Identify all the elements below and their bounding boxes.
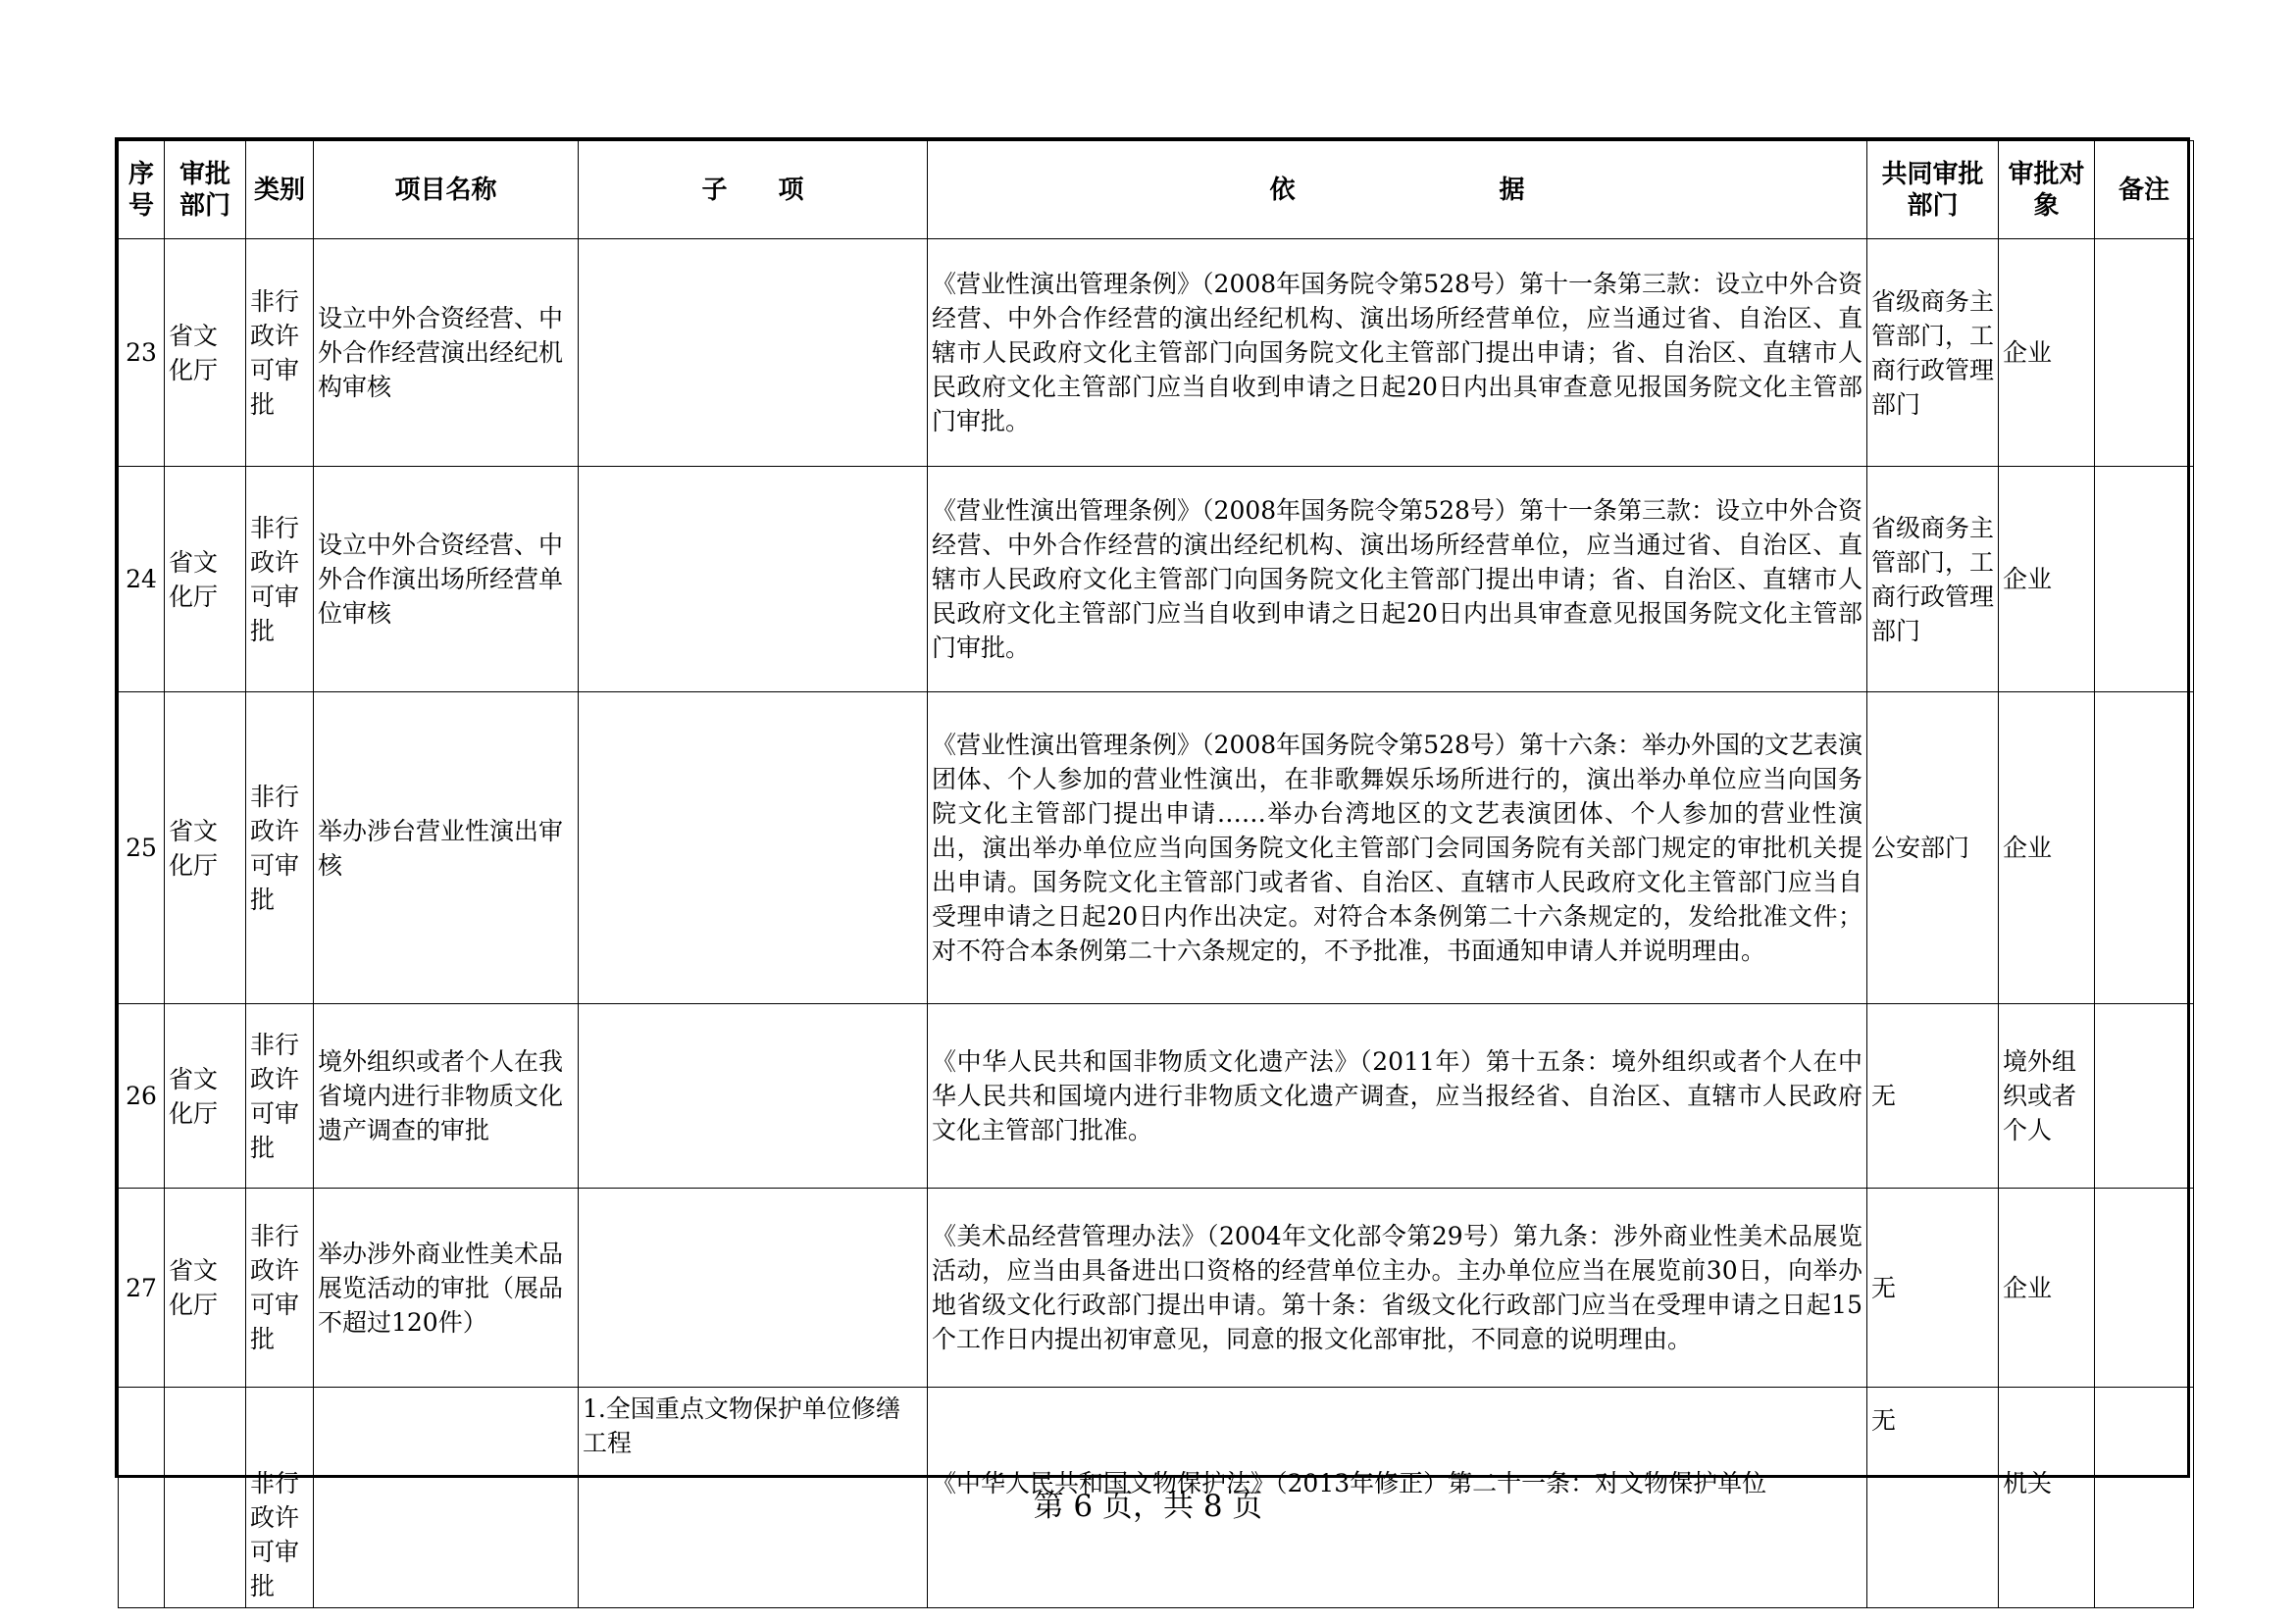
row-sub: 1.全国重点文物保护单位修缮工程: [579, 1388, 928, 1608]
row-type: 非行政许可审批: [246, 1004, 314, 1189]
row-target: 企业: [1999, 467, 2095, 692]
header-type: 类别: [246, 141, 314, 239]
row-sub: [579, 692, 928, 1004]
row-remark: [2095, 1189, 2194, 1388]
row-basis: 《美术品经营管理办法》（2004年文化部令第29号）第九条：涉外商业性美术品展览活动，应当由具备进出口资格的经营单位主办。主办单位应当在展览前30日，向举办地省级文化行政部门提出申请。第十条：省级文化行政部门应当在受理申请之日起15个工作日内提出初审意见，同意的报文化部审批，不同意的说明理由。: [928, 1189, 1867, 1388]
header-row: [119, 141, 2194, 239]
row-seq: 25: [119, 692, 165, 1004]
row-basis: 《营业性演出管理条例》（2008年国务院令第528号）第十六条：举办外国的文艺表演团体、个人参加的营业性演出，在非歌舞娱乐场所进行的，演出举办单位应当向国务院文化主管部门提出申请……举办台湾地区的文艺表演团体、个人参加的营业性演出，演出举办单位应当向国务院文化主管部门会同国务院有关部门规定的审批机关提出申请。国务院文化主管部门或者省、自治区、直辖市人民政府文化主管部门应当自受理申请之日起20日内作出决定。对符合本条例第二十六条规定的，发给批准文件；对不符合本条例第二十六条规定的，不予批准，书面通知申请人并说明理由。: [928, 692, 1867, 1004]
row-sub: [579, 239, 928, 467]
approval-table: [118, 140, 2194, 1608]
row-target: 企业: [1999, 239, 2095, 467]
row-type: 非行政许可审批: [246, 1189, 314, 1388]
row-remark: [2095, 467, 2194, 692]
table-row: [119, 467, 2194, 692]
row-co-dept: 无: [1867, 1189, 1999, 1388]
row-co-dept: 无: [1867, 1004, 1999, 1189]
row-sub: [579, 1004, 928, 1189]
header-dept: 审批部门: [165, 141, 246, 239]
row-seq: 23: [119, 239, 165, 467]
row-basis: 《营业性演出管理条例》（2008年国务院令第528号）第十一条第三款：设立中外合资经营、中外合作经营的演出经纪机构、演出场所经营单位，应当通过省、自治区、直辖市人民政府文化主管部门向国务院文化主管部门提出申请；省、自治区、直辖市人民政府文化主管部门应当自收到申请之日起20日内出具审查意见报国务院文化主管部门审批。: [928, 467, 1867, 692]
header-remark: 备注: [2095, 141, 2194, 239]
row-type: 非行政许可审批: [246, 1388, 314, 1608]
row-target: 境外组织或者个人: [1999, 1004, 2095, 1189]
table-row: [119, 239, 2194, 467]
row-basis: 《中华人民共和国文物保护法》（2013年修正）第二十一条：对文物保护单位: [928, 1388, 1867, 1608]
row-co-dept: 无: [1867, 1388, 1999, 1608]
row-co-dept: 省级商务主管部门，工商行政管理部门: [1867, 239, 1999, 467]
header-sub: 子 项: [579, 141, 928, 239]
table-row: [119, 1189, 2194, 1388]
row-co-dept: 省级商务主管部门，工商行政管理部门: [1867, 467, 1999, 692]
row-dept: 省文化厅: [165, 467, 246, 692]
row-type: 非行政许可审批: [246, 239, 314, 467]
table-row: [119, 1004, 2194, 1189]
row-name: 举办涉外商业性美术品展览活动的审批（展品不超过120件）: [314, 1189, 579, 1388]
row-dept: 省文化厅: [165, 1004, 246, 1189]
row-sub: [579, 467, 928, 692]
row-remark: [2095, 692, 2194, 1004]
table-row: [119, 692, 2194, 1004]
row-basis: 《中华人民共和国非物质文化遗产法》（2011年）第十五条：境外组织或者个人在中华人民共和国境内进行非物质文化遗产调查，应当报经省、自治区、直辖市人民政府文化主管部门批准。: [928, 1004, 1867, 1189]
row-type: 非行政许可审批: [246, 692, 314, 1004]
row-target: 机关: [1999, 1388, 2095, 1608]
row-co-dept: 公安部门: [1867, 692, 1999, 1004]
row-dept: 省文化厅: [165, 1189, 246, 1388]
header-name: 项目名称: [314, 141, 579, 239]
row-name: 境外组织或者个人在我省境内进行非物质文化遗产调查的审批: [314, 1004, 579, 1189]
row-remark: [2095, 239, 2194, 467]
header-co-dept: 共同审批部门: [1867, 141, 1999, 239]
row-remark: [2095, 1004, 2194, 1189]
page-number-footer: 第 6 页，共 8 页: [1033, 1489, 1263, 1524]
row-name: 设立中外合资经营、中外合作经营演出经纪机构审核: [314, 239, 579, 467]
row-target: 企业: [1999, 692, 2095, 1004]
row-target: 企业: [1999, 1189, 2095, 1388]
row-seq: 26: [119, 1004, 165, 1189]
row-dept: 省文化厅: [165, 692, 246, 1004]
row-name: 举办涉台营业性演出审核: [314, 692, 579, 1004]
row-seq: 27: [119, 1189, 165, 1388]
row-sub: [579, 1189, 928, 1388]
row-dept: 省文化厅: [165, 239, 246, 467]
header-target: 审批对象: [1999, 141, 2095, 239]
row-basis: 《营业性演出管理条例》（2008年国务院令第528号）第十一条第三款：设立中外合资经营、中外合作经营的演出经纪机构、演出场所经营单位，应当通过省、自治区、直辖市人民政府文化主管部门向国务院文化主管部门提出申请；省、自治区、直辖市人民政府文化主管部门应当自收到申请之日起20日内出具审查意见报国务院文化主管部门审批。: [928, 239, 1867, 467]
header-seq: 序号: [119, 141, 165, 239]
row-seq: 24: [119, 467, 165, 692]
header-basis: 依 据: [928, 141, 1867, 239]
row-name: 设立中外合资经营、中外合作演出场所经营单位审核: [314, 467, 579, 692]
row-type: 非行政许可审批: [246, 467, 314, 692]
